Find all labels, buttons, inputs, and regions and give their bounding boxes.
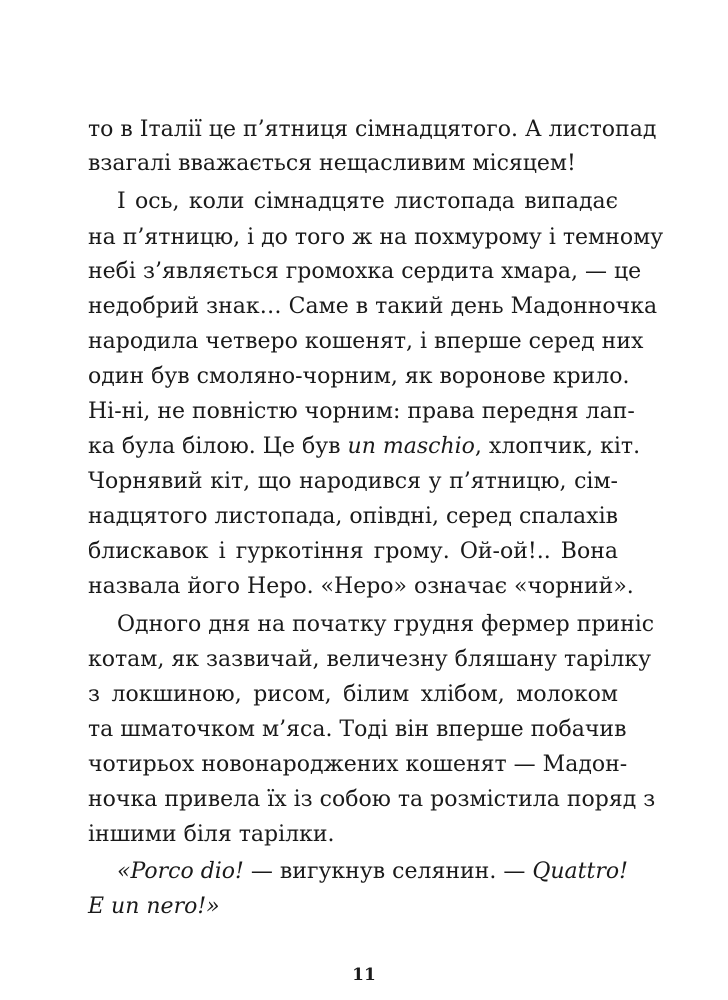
- page-number: 11: [352, 965, 376, 985]
- text-line-2: взагалі вважається нещасливим місяцем!: [88, 151, 576, 176]
- text-line-14: назвала його Неро. «Неро» означає «чорний».: [88, 574, 634, 599]
- text-line-15: Одного дня на початку грудня фермер приніс: [117, 612, 655, 637]
- text-line-21: іншими біля тарілки.: [88, 822, 335, 847]
- text-span: — вигукнув селянин. —: [243, 859, 533, 884]
- italic-phrase: «Porco dio!: [117, 859, 244, 884]
- text-span: , хлопчик, кіт.: [474, 434, 641, 459]
- text-line-5: небі з’являється громохка сердита хмара, — це: [88, 259, 642, 284]
- text-line-16: котам, як зазвичай, величезну бляшану тарілку: [88, 647, 652, 672]
- text-line-18: та шматочком м’яса. Тоді він вперше побачив: [88, 717, 627, 742]
- text-line-20: ночка привела їх із собою та розмістила поряд з: [88, 787, 656, 812]
- text-line-6: недобрий знак… Саме в такий день Мадонночка: [88, 294, 658, 319]
- text-line-23: [88, 893, 618, 921]
- text-line-19: чотирьох новонароджених кошенят — Мадон-: [88, 752, 628, 777]
- text-span: ка була білою. Це був: [88, 434, 348, 459]
- text-line-22: [117, 858, 628, 886]
- text-line-9: Ні-ні, не повністю чорним: права передня лап-: [88, 399, 635, 424]
- text-line-1: то в Італії це п’ятниця сімнадцятого. А листопад: [88, 117, 657, 142]
- text-line-13: блискавок і гуркотіння грому. Ой-ой!.. Вона: [88, 539, 618, 564]
- text-line-11: Чорнявий кіт, що народився у п’ятницю, сім-: [88, 469, 618, 494]
- text-line-17: з локшиною, рисом, білим хлібом, молоком: [88, 682, 618, 707]
- italic-phrase: Quattro!: [532, 859, 628, 884]
- text-line-3: І ось, коли сімнадцяте листопада випадає: [117, 189, 618, 214]
- italic-phrase: un maschio: [347, 434, 475, 459]
- text-line-8: один був смоляно-чорним, як воронове крило.: [88, 364, 630, 389]
- italic-phrase: E un nero!»: [88, 894, 220, 919]
- text-line-12: надцятого листопада, опівдні, серед спалахів: [88, 504, 618, 529]
- text-line-10: [88, 433, 641, 461]
- text-line-4: на п’ятницю, і до того ж на похмурому і темному: [88, 225, 664, 250]
- text-line-7: народила четверо кошенят, і вперше серед них: [88, 329, 644, 354]
